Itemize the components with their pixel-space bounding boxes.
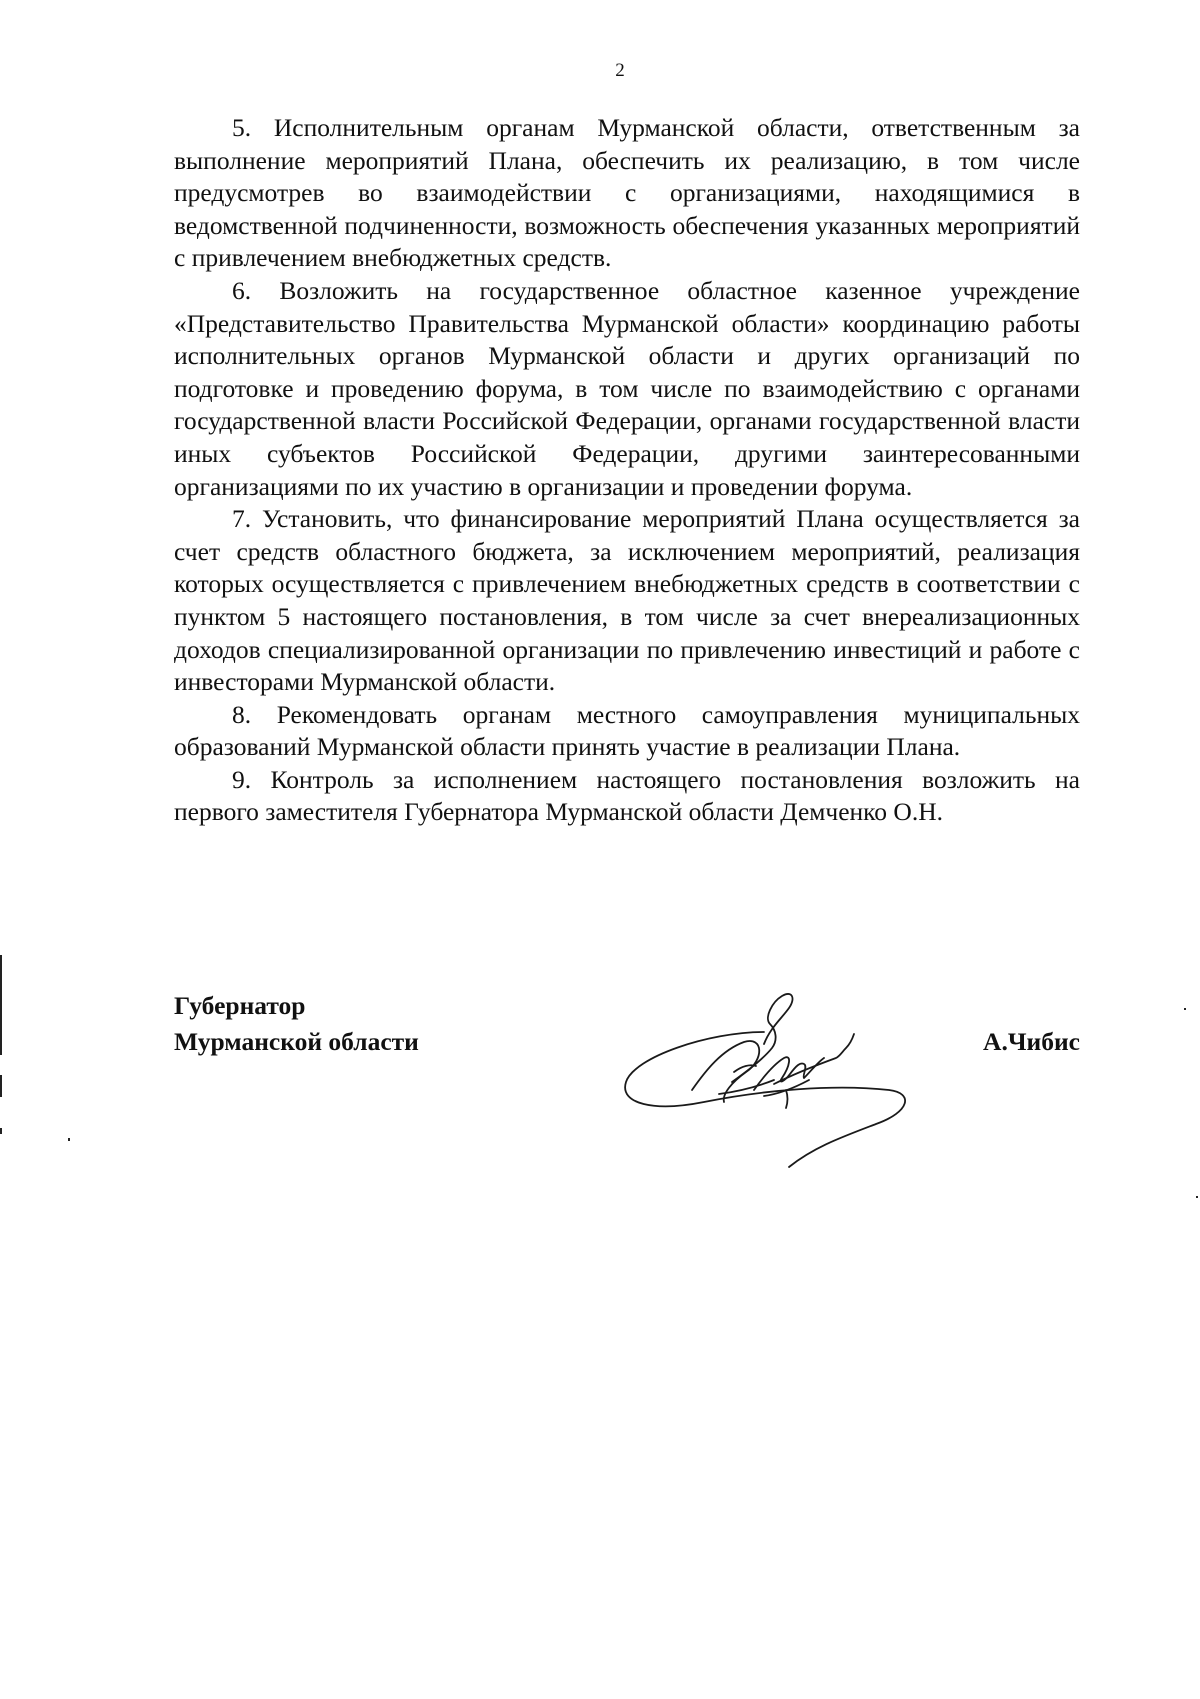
paragraph-7: 7. Установить, что финансирование мероприятий Плана осуществляется за счет средств областного бюджета, за исключением мероприятий, реализация которых осуществляется с привлечением внебюджетных средств в соответствии с пунктом 5 настоящего постановления, в том числе за счет внереализационных доходов специализированной организации по привлечению инвестиций и работе с инвесторами Мурманской области. xyxy=(174,504,1080,697)
paragraph-8: 8. Рекомендовать органам местного самоуправления муниципальных образований Мурманской области принять участие в реализации Плана. xyxy=(174,699,1080,762)
signer-position-line-2: Мурманской области xyxy=(174,1027,419,1056)
signature-block xyxy=(174,988,1080,1188)
scan-edge-mark xyxy=(0,1128,2,1134)
scan-speck xyxy=(1196,1196,1198,1198)
handwritten-signature xyxy=(614,962,934,1182)
document-body xyxy=(174,112,1080,829)
paragraph-6: 6. Возложить на государственное областное казенное учреждение «Представительство Правительства Мурманской области» координацию работы исполнительных органов Мурманской области и других организаций по подготовке и проведению форума, в том числе по взаимодействию с органами государственной власти Российской Федерации, органами государственной власти иных субъектов Российской Федерации, другими заинтересованными организациями по их участию в организации и проведении форума. xyxy=(174,275,1080,501)
paragraph-5: 5. Исполнительным органам Мурманской области, ответственным за выполнение мероприятий Плана, обеспечить их реализацию, в том числе предусмотрев во взаимодействии с организациями, находящимися в ведомственной подчиненности, возможность обеспечения указанных мероприятий с привлечением внебюджетных средств. xyxy=(174,113,1080,273)
signer-position-line-1: Губернатор xyxy=(174,991,306,1020)
signer-position xyxy=(174,988,419,1060)
scan-edge-mark xyxy=(0,1075,2,1097)
scan-edge-mark xyxy=(0,955,2,1055)
signer-name: А.Чибис xyxy=(983,1027,1080,1056)
paragraph-9: 9. Контроль за исполнением настоящего постановления возложить на первого заместителя Губернатора Мурманской области Демченко О.Н. xyxy=(174,764,1080,827)
page-number: 2 xyxy=(615,60,625,81)
scan-speck xyxy=(68,1138,70,1141)
scan-speck xyxy=(1184,1008,1186,1010)
